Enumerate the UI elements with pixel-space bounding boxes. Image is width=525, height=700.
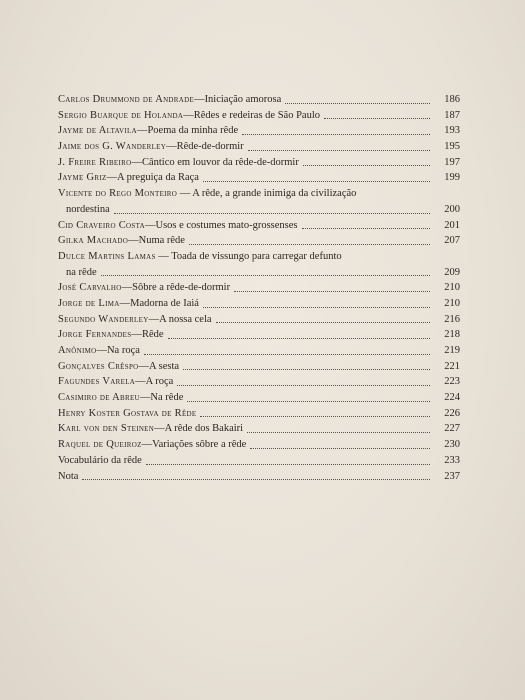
entry-separator: —: [106, 172, 118, 184]
entry-title: Sôbre a rêde-de-dormir: [132, 282, 231, 294]
entry-title: A rêde, a grande inimiga da civilização: [192, 188, 357, 200]
entry-page-number: 233: [444, 454, 460, 466]
toc-entry: [58, 343, 460, 359]
entry-title: A sesta: [149, 360, 180, 372]
entry-author: Carlos Drummond de Andrade: [58, 93, 195, 105]
entry-author: Vicente do Rego Monteiro: [58, 188, 178, 200]
dot-leader: [303, 165, 430, 166]
entry-author: Casimiro de Abreu: [58, 392, 140, 404]
entry-title: Madorna de Iaiá: [130, 297, 199, 309]
entry-author: Segundo Wanderley: [58, 313, 149, 325]
entry-page-number: 226: [444, 407, 460, 419]
entry-separator: —: [155, 250, 172, 262]
entry-title: A rêde dos Bakairi: [164, 423, 244, 435]
entry-page-number: 218: [444, 329, 460, 341]
entry-page-number: 219: [444, 345, 460, 357]
entry-title: A preguiça da Raça: [117, 172, 199, 184]
dot-leader: [203, 307, 430, 308]
entry-page-number: 223: [444, 376, 460, 388]
entry-page-number: 200: [444, 203, 460, 215]
dot-leader: [242, 134, 430, 135]
dot-leader: [285, 103, 430, 104]
toc-entry: [58, 280, 460, 296]
entry-title: A nossa cela: [159, 313, 212, 325]
entry-separator: —: [131, 156, 142, 168]
toc-entry: [58, 233, 460, 249]
entry-author: Henry Koster Gostava de Rêde: [58, 407, 197, 419]
dot-leader: [203, 181, 430, 182]
toc-entry: [58, 108, 460, 124]
entry-author: Dulce Martins Lamas: [58, 250, 156, 262]
entry-author: Sergio Buarque de Holanda: [58, 109, 184, 121]
dot-leader: [183, 369, 430, 370]
toc-entry: [58, 170, 460, 186]
entry-page-number: 199: [444, 172, 460, 184]
dot-leader: [114, 213, 430, 214]
entry-title: Cântico em louvor da rêde-de-dormir: [141, 156, 299, 168]
dot-leader: [250, 448, 430, 449]
entry-separator: —: [119, 297, 131, 309]
entry-author: Jorge Fernandes: [58, 329, 132, 341]
entry-page-number: 207: [444, 235, 460, 247]
entry-page-number: 237: [444, 470, 460, 482]
entry-author: Jayme de Altavila: [58, 125, 137, 137]
entry-title: Na roça: [106, 345, 140, 357]
entry-title: A roça: [145, 376, 174, 388]
entry-separator: —: [121, 282, 133, 294]
toc-entry: [58, 92, 460, 108]
entry-title: Iniciação amorosa: [204, 93, 282, 105]
entry-title-continued: na rêde: [66, 266, 97, 278]
entry-author: Anônimo: [58, 345, 97, 357]
toc-entry: [58, 327, 460, 343]
entry-separator: —: [141, 439, 153, 451]
dot-leader: [144, 354, 430, 355]
entry-author: Gonçalves Crêspo: [58, 360, 139, 372]
dot-leader: [302, 228, 430, 229]
entry-author: Jayme Griz: [58, 172, 107, 184]
entry-page-number: 210: [444, 297, 460, 309]
entry-separator: —: [177, 188, 193, 200]
entry-author: Jaime dos G. Wanderley: [58, 141, 167, 153]
entry-title: Rêde: [141, 329, 164, 341]
entry-separator: —: [136, 125, 148, 137]
toc-entry: [58, 453, 460, 469]
entry-separator: —: [135, 376, 146, 388]
toc-entry: [58, 406, 460, 422]
entry-page-number: 216: [444, 313, 460, 325]
toc-entry: [58, 123, 460, 139]
toc-entry: [58, 390, 460, 406]
toc-entry: [58, 249, 460, 280]
dot-leader: [187, 401, 430, 402]
entry-author: Gilka Machado: [58, 235, 129, 247]
entry-title: Vocabulário da rêde: [58, 454, 142, 466]
dot-leader: [200, 416, 430, 417]
entry-title: Variações sôbre a rêde: [152, 439, 247, 451]
entry-separator: —: [138, 360, 149, 372]
entry-author: Cid Craveiro Costa: [58, 219, 145, 231]
entry-page-number: 210: [444, 282, 460, 294]
entry-title: Na rêde: [150, 392, 184, 404]
entry-page-number: 224: [444, 392, 460, 404]
dot-leader: [248, 150, 430, 151]
entry-separator: —: [144, 219, 156, 231]
toc-entry: [58, 155, 460, 171]
entry-page-number: 187: [444, 109, 460, 121]
entry-separator: —: [96, 345, 107, 357]
entry-title: Rêdes e redeiras de São Paulo: [193, 109, 321, 121]
table-of-contents: [58, 92, 460, 484]
entry-author: Karl von den Steinen: [58, 423, 155, 435]
dot-leader: [82, 479, 430, 480]
entry-page-number: 230: [444, 439, 460, 451]
entry-title: Rêde-de-dormir: [176, 141, 244, 153]
entry-title: Usos e costumes mato-grossenses: [155, 219, 298, 231]
toc-entry: [58, 421, 460, 437]
entry-separator: —: [194, 93, 205, 105]
dot-leader: [168, 338, 430, 339]
entry-separator: —: [131, 329, 142, 341]
dot-leader: [247, 432, 430, 433]
entry-separator: —: [128, 235, 139, 247]
entry-title: Nota: [58, 470, 79, 482]
entry-page-number: 227: [444, 423, 460, 435]
entry-page-number: 201: [444, 219, 460, 231]
toc-entry: [58, 359, 460, 375]
entry-separator: —: [183, 109, 194, 121]
toc-entry: [58, 437, 460, 453]
toc-entry: [58, 139, 460, 155]
entry-separator: —: [139, 392, 151, 404]
entry-author: José Carvalho: [58, 282, 122, 294]
entry-separator: —: [148, 313, 160, 325]
dot-leader: [324, 118, 430, 119]
entry-author: J. Freire Ribeiro: [58, 156, 132, 168]
toc-entry: [58, 186, 460, 217]
entry-page-number: 193: [444, 125, 460, 137]
dot-leader: [101, 275, 430, 276]
entry-author: Raquel de Queiroz: [58, 439, 142, 451]
dot-leader: [146, 464, 430, 465]
toc-entry: [58, 469, 460, 485]
entry-page-number: 221: [444, 360, 460, 372]
entry-author: Jorge de Lima: [58, 297, 120, 309]
entry-title: Numa rêde: [138, 235, 185, 247]
dot-leader: [189, 244, 430, 245]
entry-page-number: 209: [444, 266, 460, 278]
entry-title: Toada de vissungo para carregar defunto: [171, 250, 342, 262]
dot-leader: [234, 291, 430, 292]
toc-entry: [58, 296, 460, 312]
entry-title: Poema da minha rêde: [147, 125, 239, 137]
entry-author: Fagundes Varela: [58, 376, 136, 388]
entry-page-number: 197: [444, 156, 460, 168]
dot-leader: [177, 385, 430, 386]
toc-entry: [58, 374, 460, 390]
entry-page-number: 186: [444, 93, 460, 105]
toc-entry: [58, 218, 460, 234]
entry-separator: —: [166, 141, 177, 153]
entry-title-continued: nordestina: [66, 203, 110, 215]
entry-page-number: 195: [444, 141, 460, 153]
dot-leader: [216, 322, 430, 323]
entry-separator: —: [154, 423, 165, 435]
toc-entry: [58, 312, 460, 328]
